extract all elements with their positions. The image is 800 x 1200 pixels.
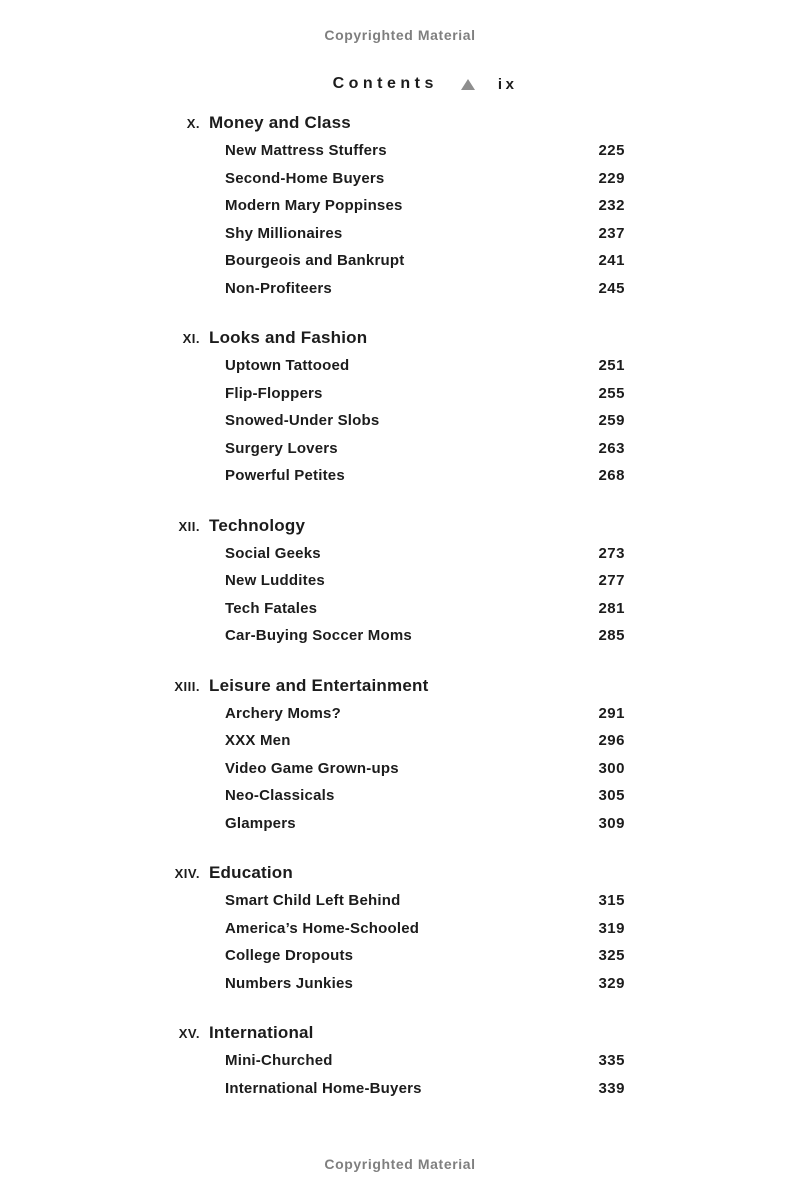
entry-title: Neo-Classicals (225, 787, 335, 805)
toc-section (0, 858, 800, 997)
entry-title: Car-Buying Soccer Moms (225, 627, 412, 645)
toc-entry (225, 915, 625, 943)
entry-title: Tech Fatales (225, 599, 318, 617)
toc-entry (225, 220, 625, 248)
section-title: Technology (209, 515, 306, 535)
section-numeral: X. (186, 116, 200, 131)
section-title: International (209, 1023, 314, 1042)
section-header (0, 323, 800, 352)
entry-title: International Home-Buyers (225, 1079, 422, 1097)
entry-title: Flip-Floppers (225, 384, 323, 402)
section-numeral: XI. (182, 331, 200, 346)
section-header (0, 858, 800, 887)
entry-page-number: 277 (598, 572, 625, 590)
entry-page-number: 259 (598, 412, 625, 430)
toc-entry (225, 247, 625, 275)
entry-title: Archery Moms? (225, 704, 341, 722)
section-header (0, 511, 800, 540)
entry-page-number: 329 (598, 974, 625, 992)
section-header (0, 108, 800, 137)
entry-title: Mini-Churched (225, 1052, 333, 1070)
entry-title: Video Game Grown-ups (225, 759, 399, 777)
entry-title: New Mattress Stuffers (225, 142, 387, 160)
toc-entry (225, 622, 625, 650)
entry-page-number: 335 (598, 1052, 625, 1070)
entry-title: Shy Millionaires (225, 224, 343, 242)
entry-page-number: 225 (598, 142, 625, 160)
entry-page-number: 237 (598, 224, 625, 242)
toc-entry (225, 700, 625, 728)
entry-page-number: 315 (598, 892, 625, 910)
entry-page-number: 263 (598, 439, 625, 457)
section-entries (0, 540, 800, 650)
entry-page-number: 255 (598, 384, 625, 402)
toc-entry (225, 1075, 625, 1103)
copyright-notice-top: Copyrighted Material (324, 27, 476, 43)
entry-title: Glampers (225, 814, 296, 832)
section-entries (0, 700, 800, 838)
toc-entry (225, 755, 625, 783)
toc-entry (225, 567, 625, 595)
entry-page-number: 268 (598, 467, 625, 485)
folio-page-number: ix (497, 75, 518, 93)
entry-title: Social Geeks (225, 544, 321, 562)
section-header (0, 671, 800, 700)
section-title: Money and Class (209, 113, 351, 132)
toc-entry (225, 462, 625, 490)
section-title: Leisure and Entertainment (209, 675, 429, 695)
toc-entry (225, 595, 625, 623)
contents-title: Contents (332, 75, 438, 92)
copyright-notice-bottom: Copyrighted Material (324, 1156, 476, 1172)
toc-entry (225, 380, 625, 408)
entry-page-number: 305 (598, 787, 625, 805)
entry-page-number: 281 (598, 599, 625, 617)
entry-title: Smart Child Left Behind (225, 892, 401, 910)
toc-entry (225, 165, 625, 193)
section-entries (0, 352, 800, 490)
toc-entry (225, 727, 625, 755)
toc-entry (225, 407, 625, 435)
toc-entry (225, 192, 625, 220)
entry-title: Bourgeois and Bankrupt (225, 252, 405, 270)
entry-title: Numbers Junkies (225, 974, 354, 992)
section-entries (0, 887, 800, 997)
entry-page-number: 325 (598, 947, 625, 965)
entry-title: Modern Mary Poppinses (225, 197, 403, 215)
entry-page-number: 339 (598, 1079, 625, 1097)
section-numeral: XII. (178, 518, 200, 534)
toc-entry (225, 352, 625, 380)
section-numeral: XIII. (174, 678, 200, 694)
section-entries (0, 1047, 800, 1102)
entry-title: Snowed-Under Slobs (225, 412, 380, 430)
entry-page-number: 309 (598, 814, 625, 832)
entry-page-number: 319 (598, 919, 625, 937)
section-header (0, 1018, 800, 1047)
contents-header (0, 75, 800, 93)
entry-title: Non-Profiteers (225, 279, 332, 297)
entry-page-number: 300 (598, 759, 625, 777)
entry-title: America’s Home-Schooled (225, 919, 420, 937)
toc-section (0, 1018, 800, 1102)
table-of-contents (0, 108, 800, 1123)
entry-page-number: 296 (598, 732, 625, 750)
toc-section (0, 511, 800, 650)
entry-page-number: 291 (598, 704, 625, 722)
entry-title: Surgery Lovers (225, 439, 338, 457)
entry-title: XXX Men (225, 732, 291, 750)
entry-page-number: 273 (598, 544, 625, 562)
toc-section (0, 108, 800, 302)
section-numeral: XIV. (174, 866, 200, 881)
toc-section (0, 671, 800, 838)
toc-entry (225, 540, 625, 568)
entry-title: New Luddites (225, 572, 325, 590)
triangle-up-icon (461, 79, 475, 90)
toc-section (0, 323, 800, 490)
entry-page-number: 245 (598, 279, 625, 297)
toc-entry (225, 887, 625, 915)
toc-entry (225, 137, 625, 165)
entry-page-number: 251 (598, 357, 625, 375)
toc-entry (225, 942, 625, 970)
entry-title: Powerful Petites (225, 467, 345, 485)
toc-entry (225, 435, 625, 463)
section-numeral: XV. (178, 1026, 200, 1041)
section-entries (0, 137, 800, 302)
entry-page-number: 285 (598, 627, 625, 645)
toc-entry (225, 810, 625, 838)
entry-title: College Dropouts (225, 947, 354, 965)
section-title: Education (209, 863, 293, 882)
toc-entry (225, 970, 625, 998)
toc-entry (225, 782, 625, 810)
entry-page-number: 232 (598, 197, 625, 215)
entry-page-number: 229 (598, 169, 625, 187)
entry-title: Second-Home Buyers (225, 169, 385, 187)
section-title: Looks and Fashion (209, 328, 368, 347)
toc-entry (225, 275, 625, 303)
entry-title: Uptown Tattooed (225, 357, 350, 375)
toc-entry (225, 1047, 625, 1075)
entry-page-number: 241 (598, 252, 625, 270)
